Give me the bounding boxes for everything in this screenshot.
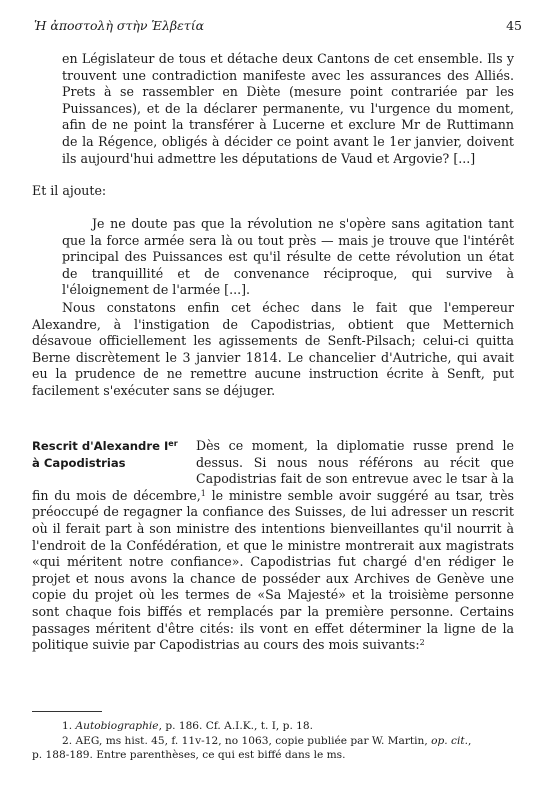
section-text-part2: le ministre semble avoir suggéré au tsar, très préoccupé de regagner la confiance des Suisses, de lui adresser un rescrit où il ferait part à son ministre des intentions bienveillantes qu'il nourrit à l'endroit de la Confédération, et que le ministre montrerait aux magistrats «qui méritent notre confiance». Capodistrias fut chargé d'en rédiger le projet et nous avons la chance de posséder aux Archives de Genève une copie du projet où les termes de «Sa Majesté» et la troisième personne sont chaque fois biffés et remplacés par la première personne. Certains passages méritent d'être cités: ils vont en effet déterminer la ligne de la politique suivie par Capodistrias au cours des mois suivants: bbox=[32, 487, 514, 653]
intro-line bbox=[32, 183, 514, 200]
section-sidehead bbox=[32, 438, 196, 472]
running-head: Ἡ ἀποστολὴ στὴν Ἑλβετία bbox=[34, 18, 205, 33]
footnote-number: 2. bbox=[62, 734, 73, 747]
footnotes bbox=[32, 719, 514, 763]
quote-text: en Législateur de tous et détache deux Cantons de cet ensemble. Ils y trouvent une contradiction manifeste avec les assurances des Alliés. Prets à se rassembler en Diète (mesure point contrariée par les Puissances), et de la déclarer permanente, vu l'urgence du moment, afin de ne point la transférer à Lucerne et exclure Mr de Ruttimann de la Régence, obligés à décider ce point avant le 1er janvier, doivent ils aujourd'hui admettre les députations de Vaud et Argovie? [...] bbox=[62, 51, 514, 166]
sidehead-line2: à Capodistrias bbox=[32, 455, 126, 470]
section-text-part1: Dès ce moment, la diplomatie russe prend le dessus. Si nous nous référons au récit que Capodistrias fait de son entrevue avec le tsar à la fin du mois de décembre, bbox=[32, 438, 514, 503]
page-number: 45 bbox=[506, 18, 522, 33]
sidehead-superscript: er bbox=[168, 439, 178, 448]
footnote-op-cit: op. cit. bbox=[431, 734, 468, 747]
block-quote-first bbox=[62, 51, 514, 167]
footnote-text: , p. 186. Cf. A.I.K., t. I, p. 18. bbox=[158, 720, 314, 732]
footnote-comma: , bbox=[467, 734, 472, 747]
footnote-text: p. 188-189. Entre parenthèses, ce qui est biffé dans le ms. bbox=[32, 749, 346, 762]
footnote-marker: 1 bbox=[200, 488, 206, 498]
footnote-2 bbox=[32, 734, 514, 749]
sidehead-line1: Rescrit d'Alexandre I bbox=[32, 439, 169, 453]
footnote-divider bbox=[32, 711, 102, 712]
quote-text: Je ne doute pas que la révolution ne s'opère sans agitation tant que la force armée sera là ou tout près — mais je trouve que l'intérêt principal des Puissances est qu'il résulte de cette révolution un état de tranquillité et de convenance réciproque, qui survive à l'éloignement de l'armée [...]. bbox=[62, 216, 514, 298]
footnote-2-continued bbox=[32, 748, 514, 763]
footnote-text: AEG, ms hist. 45, f. 11v-12, no 1063, copie publiée par W. Martin, bbox=[75, 734, 428, 747]
footnote-number: 1. bbox=[62, 720, 73, 732]
footnote-1 bbox=[32, 719, 514, 734]
intro-text: Et il ajoute: bbox=[32, 183, 107, 198]
footnote-title: Autobiographie bbox=[75, 720, 159, 732]
page-header bbox=[34, 18, 522, 36]
section-rescrit bbox=[32, 438, 514, 654]
body-paragraph bbox=[32, 300, 514, 400]
paragraph-text: Nous constatons enfin cet échec dans le fait que l'empereur Alexandre, à l'instigation de Capodistrias, obtient que Metternich désavoue officiellement les agissements de Senft-Pilsach; celui-ci quitta Berne discrètement le 3 janvier 1814. Le chancelier d'Autriche, qui avait eu la prudence de ne remettre aucune instruction écrite à Senft, put facilement s'exécuter sans se déjuger. bbox=[32, 300, 514, 398]
footnote-marker: 2 bbox=[419, 638, 425, 648]
block-quote-second bbox=[62, 216, 514, 299]
